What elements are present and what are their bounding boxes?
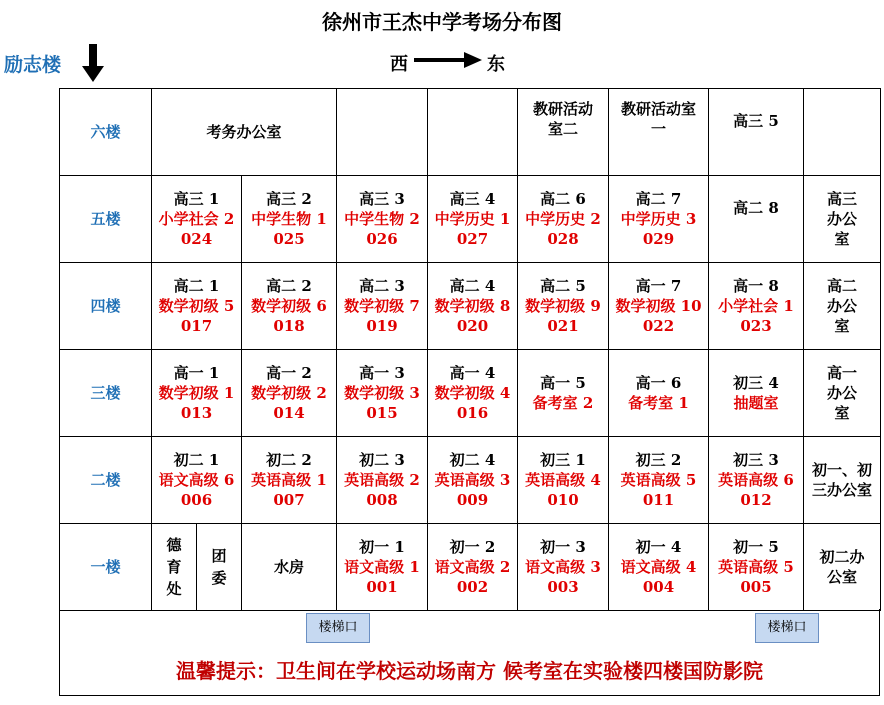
room-name: 高二办公室 bbox=[826, 277, 857, 335]
exam-room-number: 008 bbox=[366, 491, 398, 509]
exam-room-number: 028 bbox=[547, 230, 579, 248]
room-cell bbox=[152, 263, 242, 350]
exam-subject: 中学历史 2 bbox=[525, 210, 601, 228]
room-cell bbox=[518, 437, 609, 524]
room-name: 初三 4 bbox=[733, 374, 779, 392]
floor-row-5 bbox=[60, 176, 881, 263]
exam-subject: 抽题室 bbox=[733, 394, 779, 412]
exam-room-number: 011 bbox=[642, 491, 675, 509]
room-cell bbox=[804, 89, 881, 176]
room-cell bbox=[609, 524, 709, 611]
exam-subject: 英语高级 2 bbox=[344, 471, 420, 489]
exam-subject: 英语高级 1 bbox=[251, 471, 327, 489]
room-name: 高二 2 bbox=[266, 277, 312, 295]
exam-subject: 数学初级 9 bbox=[525, 297, 601, 315]
exam-subject: 数学初级 3 bbox=[344, 384, 420, 402]
room-cell bbox=[242, 350, 337, 437]
exam-subject: 语文高级 6 bbox=[158, 471, 235, 489]
room-cell bbox=[804, 524, 881, 611]
room-name: 高一 3 bbox=[359, 364, 405, 382]
floor-label: 四楼 bbox=[60, 263, 152, 350]
page-title: 徐州市王杰中学考场分布图 bbox=[322, 10, 562, 34]
exam-subject: 数学初级 2 bbox=[251, 384, 327, 402]
room-name: 高一 1 bbox=[173, 364, 220, 382]
floor-label: 五楼 bbox=[60, 176, 152, 263]
room-name: 高一 4 bbox=[449, 364, 496, 382]
exam-subject: 英语高级 4 bbox=[525, 471, 601, 489]
room-cell bbox=[609, 350, 709, 437]
exam-room-number: 024 bbox=[180, 230, 213, 248]
room-cell bbox=[518, 263, 609, 350]
exam-room-number: 016 bbox=[456, 404, 489, 422]
floor-label: 二楼 bbox=[60, 437, 152, 524]
room-name: 高三 4 bbox=[449, 190, 496, 208]
room-name: 团委 bbox=[211, 547, 227, 587]
exam-subject: 英语高级 5 bbox=[620, 471, 697, 489]
room-name: 德育处 bbox=[166, 536, 182, 598]
room-name: 高一 5 bbox=[540, 374, 586, 392]
exam-room-number: 005 bbox=[740, 578, 772, 596]
exam-room-number: 026 bbox=[366, 230, 398, 248]
ground-area bbox=[59, 609, 880, 696]
exam-subject: 英语高级 6 bbox=[718, 471, 794, 489]
room-name: 初一 3 bbox=[540, 538, 586, 556]
room-name: 高一 6 bbox=[635, 374, 682, 392]
room-cell bbox=[152, 524, 197, 611]
exam-room-number: 021 bbox=[547, 317, 579, 335]
exam-room-number: 009 bbox=[456, 491, 489, 509]
building-label: 励志楼 bbox=[4, 54, 62, 76]
room-cell bbox=[152, 89, 337, 176]
room-cell bbox=[242, 263, 337, 350]
room-name: 高二 4 bbox=[449, 277, 496, 295]
stairway-label: 楼梯口 bbox=[306, 613, 370, 643]
room-name: 教研活动室二 bbox=[532, 100, 593, 138]
floor-row-4 bbox=[60, 263, 881, 350]
exam-room-number: 007 bbox=[273, 491, 305, 509]
room-name: 初一 4 bbox=[635, 538, 682, 556]
room-cell bbox=[709, 176, 804, 263]
exam-room-number: 013 bbox=[180, 404, 213, 422]
room-cell bbox=[709, 524, 804, 611]
east-arrow-icon bbox=[414, 52, 482, 68]
room-name: 高二 7 bbox=[635, 190, 682, 208]
exam-room-number: 015 bbox=[366, 404, 398, 422]
room-cell bbox=[337, 263, 428, 350]
room-name: 高二 3 bbox=[359, 277, 405, 295]
room-cell bbox=[428, 176, 518, 263]
exam-subject: 数学初级 10 bbox=[615, 297, 702, 315]
room-cell bbox=[428, 263, 518, 350]
room-cell bbox=[242, 437, 337, 524]
room-cell bbox=[152, 350, 242, 437]
room-cell bbox=[709, 437, 804, 524]
exam-room-number: 001 bbox=[366, 578, 398, 596]
room-cell bbox=[609, 176, 709, 263]
room-name: 高三 1 bbox=[173, 190, 220, 208]
floor-row-2 bbox=[60, 437, 881, 524]
room-name: 高三 2 bbox=[266, 190, 312, 208]
room-name: 水房 bbox=[273, 558, 304, 576]
room-cell bbox=[804, 263, 881, 350]
exam-room-number: 010 bbox=[547, 491, 579, 509]
exam-room-number: 014 bbox=[273, 404, 305, 422]
room-name: 初二办公室 bbox=[819, 548, 865, 586]
room-cell bbox=[242, 524, 337, 611]
room-name: 教研活动室一 bbox=[620, 100, 696, 138]
room-name: 考务办公室 bbox=[206, 123, 282, 141]
room-cell bbox=[709, 350, 804, 437]
direction-west: 西 bbox=[390, 54, 408, 75]
floor-row-1 bbox=[60, 524, 881, 611]
floor-row-3 bbox=[60, 350, 881, 437]
exam-room-number: 027 bbox=[456, 230, 489, 248]
room-name: 高二 8 bbox=[733, 199, 779, 217]
exam-subject: 数学初级 7 bbox=[344, 297, 420, 315]
exam-subject: 语文高级 4 bbox=[620, 558, 697, 576]
room-name: 初三 2 bbox=[635, 451, 682, 469]
exam-subject: 英语高级 5 bbox=[718, 558, 794, 576]
exam-room-number: 012 bbox=[740, 491, 772, 509]
room-name: 初一 1 bbox=[359, 538, 405, 556]
exam-subject: 语文高级 1 bbox=[344, 558, 420, 576]
exam-subject: 数学初级 5 bbox=[158, 297, 235, 315]
exam-subject: 中学生物 2 bbox=[344, 210, 420, 228]
exam-room-number: 019 bbox=[366, 317, 398, 335]
room-cell bbox=[428, 437, 518, 524]
exam-room-number: 025 bbox=[273, 230, 305, 248]
floor-label: 三楼 bbox=[60, 350, 152, 437]
notice-text: 温馨提示：卫生间在学校运动场南方 候考室在实验楼四楼国防影院 bbox=[176, 659, 763, 683]
exam-subject: 备考室 1 bbox=[628, 394, 689, 412]
room-name: 初二 4 bbox=[449, 451, 496, 469]
room-cell bbox=[337, 89, 428, 176]
exam-subject: 数学初级 8 bbox=[434, 297, 511, 315]
room-name: 高三 3 bbox=[359, 190, 405, 208]
floor-label: 六楼 bbox=[60, 89, 152, 176]
room-cell bbox=[428, 524, 518, 611]
room-name: 高一办公室 bbox=[826, 364, 857, 422]
room-cell bbox=[242, 176, 337, 263]
room-cell bbox=[709, 89, 804, 176]
exam-subject: 数学初级 6 bbox=[251, 297, 327, 315]
room-name: 高一 2 bbox=[266, 364, 312, 382]
floor-plan-table bbox=[59, 88, 881, 611]
room-cell bbox=[804, 350, 881, 437]
room-name: 初一 2 bbox=[449, 538, 496, 556]
room-cell bbox=[152, 437, 242, 524]
room-name: 高一 8 bbox=[733, 277, 779, 295]
room-name: 初二 3 bbox=[359, 451, 405, 469]
exam-room-number: 017 bbox=[180, 317, 213, 335]
room-cell bbox=[337, 524, 428, 611]
room-cell bbox=[518, 89, 609, 176]
exam-room-number: 004 bbox=[642, 578, 675, 596]
room-cell bbox=[337, 437, 428, 524]
room-name: 初一、初三办公室 bbox=[811, 461, 872, 499]
room-name: 初二 1 bbox=[173, 451, 220, 469]
floor-label: 一楼 bbox=[60, 524, 152, 611]
room-cell bbox=[337, 350, 428, 437]
room-cell bbox=[804, 437, 881, 524]
room-name: 高二 1 bbox=[173, 277, 220, 295]
room-cell bbox=[518, 176, 609, 263]
exam-room-number: 029 bbox=[642, 230, 675, 248]
down-arrow-icon bbox=[82, 44, 104, 82]
room-cell bbox=[609, 89, 709, 176]
room-name: 高三办公室 bbox=[826, 190, 857, 248]
direction-east: 东 bbox=[487, 54, 505, 75]
exam-subject: 数学初级 4 bbox=[434, 384, 511, 402]
exam-subject: 中学历史 1 bbox=[434, 210, 511, 228]
exam-room-number: 020 bbox=[456, 317, 489, 335]
room-cell bbox=[804, 176, 881, 263]
exam-subject: 小学社会 2 bbox=[158, 210, 235, 228]
exam-subject: 小学社会 1 bbox=[718, 297, 794, 315]
exam-room-number: 006 bbox=[180, 491, 213, 509]
exam-room-number: 003 bbox=[547, 578, 579, 596]
room-name: 高二 6 bbox=[540, 190, 586, 208]
exam-room-number: 002 bbox=[456, 578, 489, 596]
room-cell bbox=[518, 524, 609, 611]
exam-subject: 语文高级 2 bbox=[434, 558, 511, 576]
room-cell bbox=[709, 263, 804, 350]
stairway-label: 楼梯口 bbox=[755, 613, 819, 643]
room-cell bbox=[428, 350, 518, 437]
room-name: 高三 5 bbox=[733, 112, 779, 130]
room-name: 高一 7 bbox=[635, 277, 682, 295]
room-name: 初三 3 bbox=[733, 451, 779, 469]
floor-row-6 bbox=[60, 89, 881, 176]
exam-room-number: 018 bbox=[273, 317, 305, 335]
room-cell bbox=[518, 350, 609, 437]
exam-room-number: 023 bbox=[740, 317, 772, 335]
room-cell bbox=[609, 263, 709, 350]
exam-subject: 数学初级 1 bbox=[158, 384, 235, 402]
exam-subject: 中学生物 1 bbox=[251, 210, 327, 228]
exam-subject: 备考室 2 bbox=[532, 394, 594, 412]
room-name: 初三 1 bbox=[540, 451, 586, 469]
exam-room-number: 022 bbox=[642, 317, 675, 335]
exam-subject: 语文高级 3 bbox=[525, 558, 601, 576]
room-cell bbox=[152, 176, 242, 263]
room-cell bbox=[428, 89, 518, 176]
room-name: 初二 2 bbox=[266, 451, 312, 469]
room-name: 高二 5 bbox=[540, 277, 586, 295]
exam-subject: 中学历史 3 bbox=[620, 210, 697, 228]
room-cell bbox=[609, 437, 709, 524]
exam-subject: 英语高级 3 bbox=[434, 471, 511, 489]
room-name: 初一 5 bbox=[733, 538, 779, 556]
room-cell bbox=[197, 524, 242, 611]
room-cell bbox=[337, 176, 428, 263]
